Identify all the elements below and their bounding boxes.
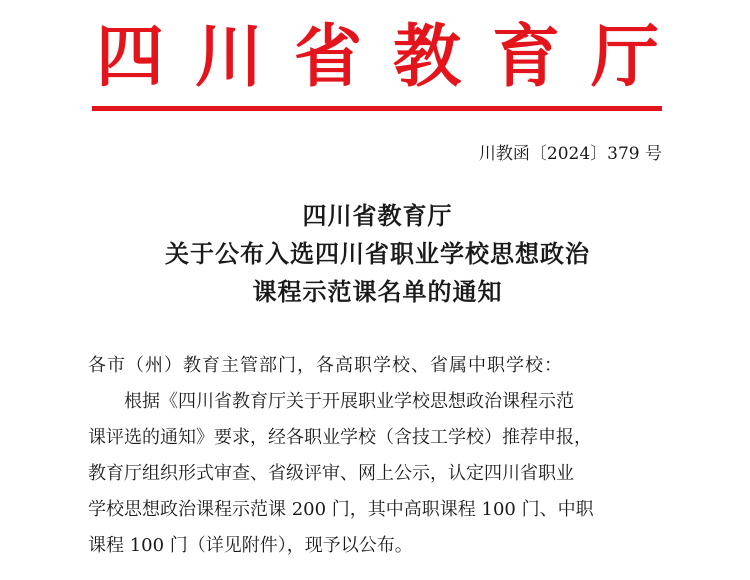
masthead-char: 育 bbox=[491, 18, 560, 97]
document-number: 川教函〔2024〕379 号 bbox=[478, 144, 662, 164]
salutation: 各市（州）教育主管部门，各高职学校、省属中职学校： bbox=[88, 355, 563, 376]
title-line: 课程示范课名单的通知 bbox=[252, 278, 503, 306]
masthead-char: 省 bbox=[293, 18, 362, 97]
paragraph-line: 教育厅组织形式审查、省级评审、网上公示，认定四川省职业 bbox=[88, 463, 574, 484]
masthead-char: 教 bbox=[392, 18, 461, 97]
document-body bbox=[88, 348, 668, 564]
masthead-char: 厅 bbox=[590, 18, 659, 97]
paragraph-line: 学校思想政治课程示范课 200 门，其中高职课程 100 门、中职 bbox=[88, 499, 594, 520]
masthead-char: 川 bbox=[194, 18, 263, 97]
paragraph-line: 课评选的通知》要求，经各职业学校（含技工学校）推荐申报， bbox=[88, 427, 592, 448]
title-line: 四川省教育厅 bbox=[302, 202, 453, 230]
title-line: 关于公布入选四川省职业学校思想政治 bbox=[165, 240, 590, 268]
masthead-divider bbox=[92, 106, 662, 111]
document-title bbox=[90, 197, 665, 311]
paragraph-line: 根据《四川省教育厅关于开展职业学校思想政治课程示范 bbox=[124, 391, 574, 412]
masthead-char: 四 bbox=[95, 18, 164, 97]
masthead bbox=[90, 18, 665, 98]
paragraph-line: 课程 100 门（详见附件），现予以公布。 bbox=[88, 535, 413, 556]
